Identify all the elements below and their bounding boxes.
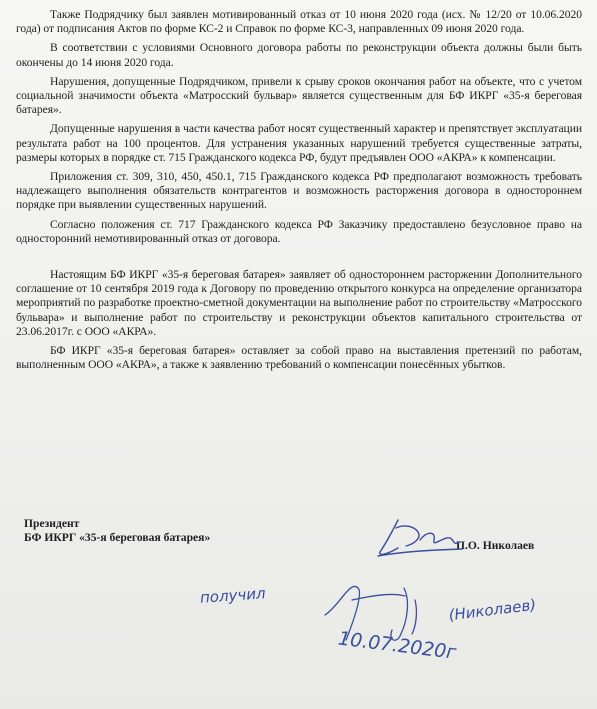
paragraph-claims: БФ ИКРГ «35-я береговая батарея» оставляет за собой право на выставления претензий по работам, выполненным ООО «АКРА», а также к заявлению требований о компенсации понесённых убытков. xyxy=(16,344,582,372)
signatory-organization: БФ ИКРГ «35-я береговая батарея» xyxy=(24,531,211,544)
handwritten-received-word: получил xyxy=(199,584,267,607)
president-signature xyxy=(378,520,462,556)
handwritten-date: 10.07.2020г xyxy=(336,627,458,664)
signatory-position: Президент xyxy=(24,517,80,530)
paragraph-deadline: В соответствии с условиями Основного договора работы по реконструкции объекта должны были быть окончены до 14 июня 2020 года. xyxy=(16,41,582,69)
handwritten-received-name: (Николаев) xyxy=(447,595,538,625)
paragraph-quality: Допущенные нарушения в части качества работ носят существенный характер и препятствует эксплуатации результата работ на 100 процентов. Для устранения указанных нарушений требуется существенные затраты, размеры которых в порядке ст. 715 Гражданского кодекса РФ, будут предъявлен ООО «АКРА» к компенсации. xyxy=(16,122,582,164)
paragraph-legal-basis: Приложения ст. 309, 310, 450, 450.1, 715 Гражданского кодекса РФ предполагают возможность требовать надлежащего выполнения обязательств контрагентов и возможность расторжения договора в одностороннем порядке при выявлении существенных нарушений. xyxy=(16,170,582,212)
paragraph-refusal: Также Подрядчику был заявлен мотивированный отказ от 10 июня 2020 года (исх. № 12/20 от 10.06.2020 года) от подписания Актов по форме КС-2 и Справок по форме КС-3, направленных 09 июня 2020 года. xyxy=(16,8,582,36)
signatory-name: П.О. Николаев xyxy=(456,539,535,552)
paragraph-violations: Нарушения, допущенные Подрядчиком, привели к срыву сроков окончания работ на объекте, что с учетом социальной значимости объекта «Матросский бульвар» является существенным для БФ ИКРГ «35-я береговая батарея». xyxy=(16,74,582,117)
paragraph-termination: Настоящим БФ ИКРГ «35-я береговая батарея» заявляет об одностороннем расторжении Дополнительного соглашение от 10 сентября 2019 года к Договору по проведению открытого конкурса на определение организатора мероприятий по разработке проектно-сметной документации на выполнение работ по строительству «Матросского бульвара» и выполнение работ по строительству и реконструкции объектов капитального строительства от 23.06.2017г. с ООО «АКРА». xyxy=(16,268,582,338)
paragraph-art-717: Согласно положения ст. 717 Гражданского кодекса РФ Заказчику предоставлено безусловное право на односторонний немотивированный отказ от договора. xyxy=(16,217,582,245)
